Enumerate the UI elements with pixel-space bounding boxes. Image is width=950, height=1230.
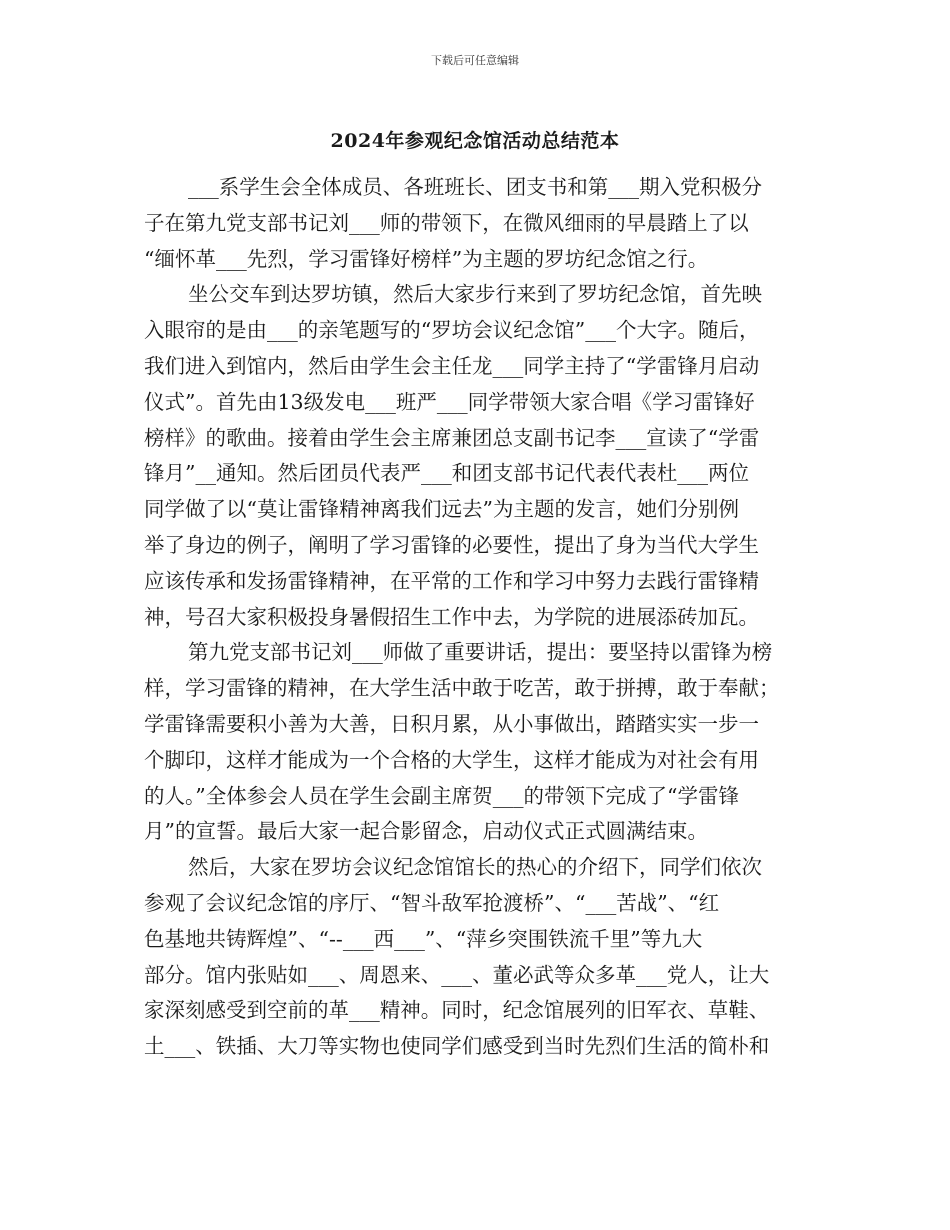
- text-line: 家深刻感受到空前的革___精神。同时，纪念馆展列的旧军衣、草鞋、: [144, 998, 770, 1023]
- text-line: 应该传承和发扬雷锋精神，在平常的工作和学习中努力去践行雷锋精: [144, 568, 759, 593]
- text-line: 仪式”。首先由13级发电___班严___同学带领大家合唱《学习雷锋好: [144, 389, 755, 414]
- text-line: 第九党支部书记刘___师做了重要讲话，提出：要坚持以雷锋为榜: [188, 640, 773, 665]
- text-line: 榜样》的歌曲。接着由学生会主席兼团总支副书记李___宣读了“学雷: [144, 425, 760, 450]
- text-line: 的人。”全体参会人员在学生会副主席贺___的带领下完成了“学雷锋: [144, 783, 739, 808]
- text-line: “缅怀革___先烈，学习雷锋好榜样”为主题的罗坊纪念馆之行。: [144, 246, 709, 271]
- text-line: 同学做了以“莫让雷锋精神离我们远去”为主题的发言，她们分别例: [144, 497, 739, 522]
- text-line: 神，号召大家积极投身暑假招生工作中去，为学院的进展添砖加瓦。: [144, 604, 759, 629]
- text-line: 学雷锋需要积小善为大善，日积月累，从小事做出，踏踏实实一步一: [144, 711, 759, 736]
- document-title: 2024年参观纪念馆活动总结范本: [330, 130, 620, 152]
- text-line: 月”的宣誓。最后大家一起合影留念，启动仪式正式圆满结束。: [144, 819, 708, 844]
- text-line: 样，学习雷锋的精神，在大学生活中敢于吃苦，敢于拼搏，敢于奉献；: [144, 676, 780, 701]
- text-line: 我们进入到馆内，然后由学生会主任龙___同学主持了“学雷锋月启动: [144, 353, 760, 378]
- text-line: 举了身边的例子，阐明了学习雷锋的必要性，提出了身为当代大学生: [144, 532, 759, 557]
- text-line: ___系学生会全体成员、各班班长、团支书和第___期入党积极分: [188, 175, 762, 199]
- text-line: 入眼帘的是由___的亲笔题写的“罗坊会议纪念馆”___个大字。随后，: [144, 318, 760, 343]
- text-line: 土___、铁插、大刀等实物也使同学们感受到当时先烈们生活的简朴和: [144, 1034, 770, 1059]
- text-line: 坐公交车到达罗坊镇，然后大家步行来到了罗坊纪念馆，首先映: [188, 282, 762, 307]
- page-header: 下载后可任意编辑: [431, 54, 519, 67]
- document-body: [144, 170, 800, 1065]
- text-line: 部分。馆内张贴如___、周恩来、___、董必武等众多革___党人，让大: [144, 962, 770, 987]
- text-line: 锋月”__通知。然后团员代表严___和团支部书记代表代表杜___两位: [144, 461, 749, 486]
- text-line: 然后，大家在罗坊会议纪念馆馆长的热心的介绍下，同学们依次: [188, 855, 762, 880]
- text-line: 参观了会议纪念馆的序厅、“智斗敌军抢渡桥”、“___苦战”、“红: [144, 890, 720, 915]
- text-line: 色基地共铸辉煌”、“--___西___”、“萍乡突围铁流千里”等九大: [144, 926, 703, 951]
- text-line: 个脚印，这样才能成为一个合格的大学生，这样才能成为对社会有用: [144, 747, 759, 772]
- text-line: 子在第九党支部书记刘___师的带领下，在微风细雨的早晨踏上了以: [144, 210, 749, 235]
